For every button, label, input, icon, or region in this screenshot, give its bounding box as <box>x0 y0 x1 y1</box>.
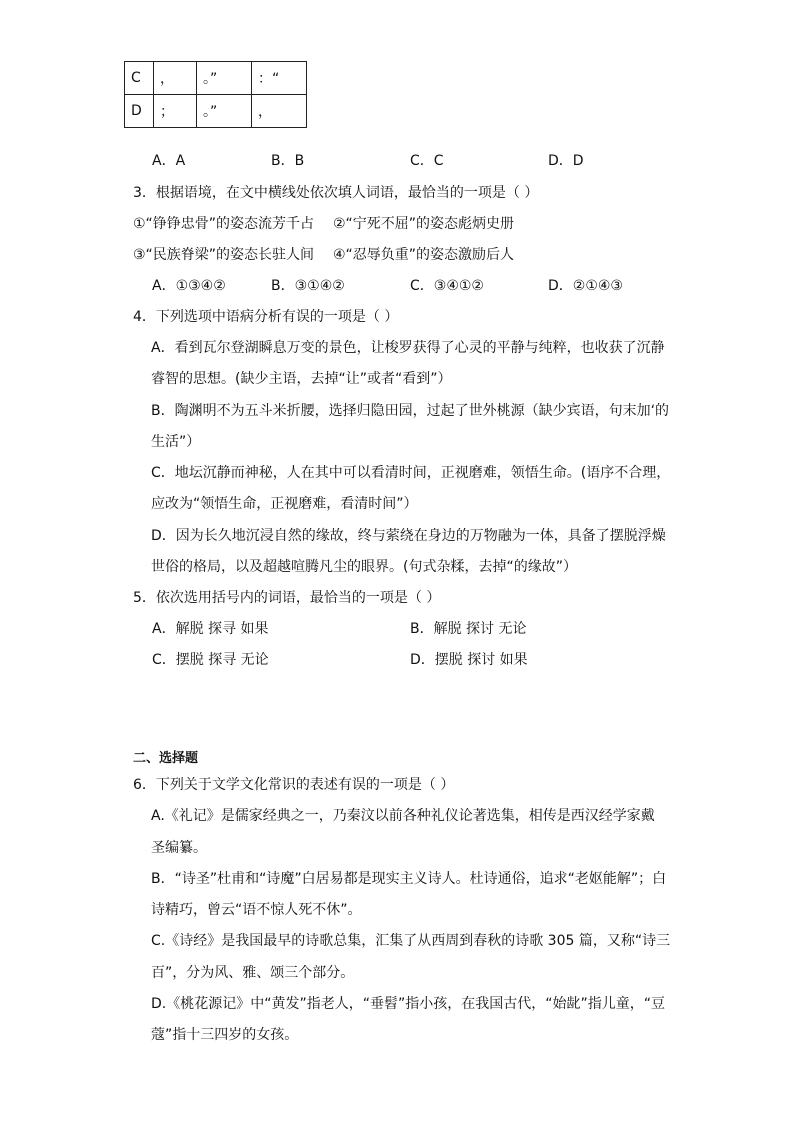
q4-option-a-line2: 睿智的思想。(缺少主语，去掉“让”或者“看到”） <box>151 371 452 387</box>
punctuation-table <box>124 61 307 128</box>
q3-item-3: ③“民族脊梁”的姿态长驻人间 <box>133 247 315 263</box>
q3-stem: 3．根据语境，在文中横线处依次填人词语，最恰当的一项是（ ） <box>133 185 539 201</box>
q6-option-c-line1: C.《诗经》是我国最早的诗歌总集，汇集了从西周到春秋的诗歌 305 篇，又称“诗三 <box>151 933 671 949</box>
q6-option-a-line1: A.《礼记》是儒家经典之一，乃秦汶以前各种礼仪论著选集，相传是西汉经学家戴 <box>151 808 655 824</box>
q5-option-c: C．摆脱 探寻 无论 <box>152 652 269 668</box>
q5-option-d: D．摆脱 探讨 如果 <box>410 652 528 668</box>
q4-option-c-line2: 应改为“领悟生命，正视磨难，看清时间”） <box>151 496 418 512</box>
q6-stem: 6．下列关于文学文化常识的表述有误的一项是（ ） <box>133 777 455 793</box>
table-cell: ：“ <box>252 62 307 95</box>
q3-item-2: ②“宁死不屈”的姿态彪炳史册 <box>333 216 515 232</box>
q5-option-a: A．解脱 探寻 如果 <box>152 621 269 637</box>
q2-option-b: B．B <box>271 153 305 169</box>
q5-stem: 5．依次选用括号内的词语，最恰当的一项是（ ） <box>133 590 441 606</box>
table-cell: 。” <box>197 95 252 128</box>
q6-option-a-line2: 圣编纂。 <box>151 840 207 856</box>
table-row <box>125 95 307 128</box>
q6-option-c-line2: 百”，分为风、雅、颂三个部分。 <box>151 965 355 981</box>
q3-option-a: A．①③④② <box>152 278 226 294</box>
section-heading: 二、选择题 <box>133 751 199 766</box>
q4-option-c-line1: C．地坛沉静而神秘，人在其中可以看清时间，正视磨难，领悟生命。(语序不合理， <box>151 465 671 481</box>
q4-option-d-line1: D．因为长久地沉浸自然的缘故，终与萦绕在身边的万物融为一体，具备了摆脱浮燥 <box>151 528 666 544</box>
q5-option-b: B．解脱 探讨 无论 <box>410 621 527 637</box>
table-cell: 。” <box>197 62 252 95</box>
q2-option-c: C．C <box>410 153 444 169</box>
table-cell: D <box>125 95 154 128</box>
table-row <box>125 62 307 95</box>
q3-option-d: D．②①④③ <box>548 278 623 294</box>
q6-option-d-line1: D.《桃花源记》中“黄发”指老人，“垂髫”指小孩，在我国古代，“始龀”指儿童，“豆 <box>151 996 665 1012</box>
q3-item-1: ①“铮铮忠骨”的姿态流芳千占 <box>133 216 315 232</box>
q2-option-a: A．A <box>152 153 186 169</box>
q3-option-c: C．③④①② <box>410 278 484 294</box>
q4-option-d-line2: 世俗的格局，以及超越喧腾凡尘的眼界。(句式杂糅，去掉“的缘故”） <box>151 559 577 575</box>
q3-item-4: ④“忍辱负重”的姿态激励后人 <box>333 247 515 263</box>
q2-option-d: D．D <box>548 153 584 169</box>
table-cell: ， <box>252 95 307 128</box>
q4-option-b-line1: B．陶渊明不为五斗米折腰，选择归隐田园，过起了世外桃源（缺少宾语，句末加‘的 <box>151 403 670 419</box>
q3-option-b: B．③①④② <box>271 278 345 294</box>
table-cell: ， <box>154 62 197 95</box>
q4-option-b-line2: 生活”） <box>151 434 201 450</box>
q6-option-b-line1: B．“诗圣”杜甫和“诗魔”白居易都是现实主义诗人。杜诗通俗，追求“老妪能解”；白 <box>151 871 667 887</box>
table-cell: C <box>125 62 154 95</box>
q6-option-b-line2: 诗精巧，曾云“语不惊人死不休”。 <box>151 902 362 918</box>
q4-option-a-line1: A．看到瓦尔登湖瞬息万变的景色，让梭罗获得了心灵的平静与纯粹，也收获了沉静 <box>151 340 665 356</box>
q6-option-d-line2: 蔻”指十三四岁的女孩。 <box>151 1027 299 1043</box>
q4-stem: 4．下列选项中语病分析有误的一项是（ ） <box>133 309 399 325</box>
table-cell: ； <box>154 95 197 128</box>
